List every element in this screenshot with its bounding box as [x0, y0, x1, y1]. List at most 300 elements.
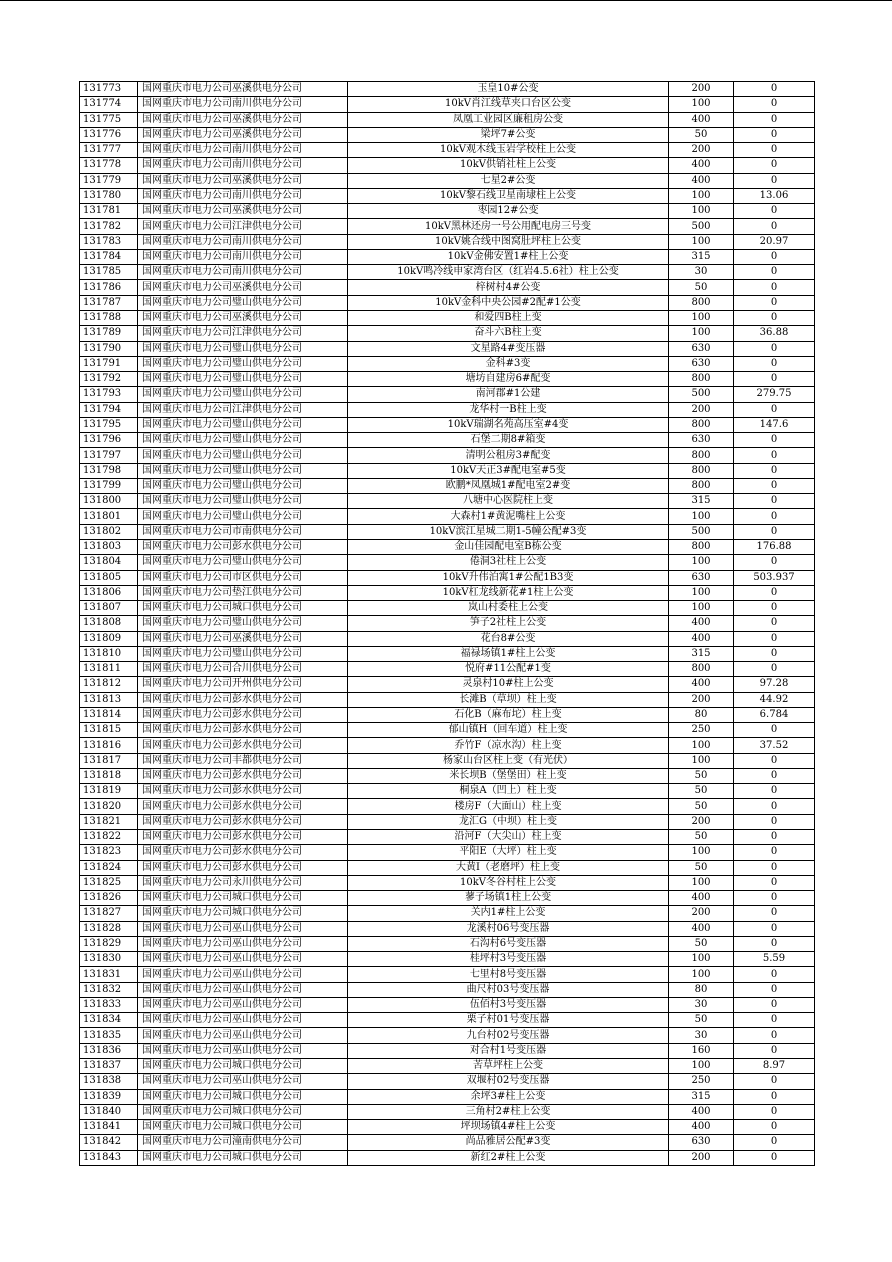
table-row	[80, 906, 815, 921]
value-cell: 0	[734, 143, 815, 158]
row-id-cell: 131796	[80, 433, 138, 448]
transformer-name-cell: 岚山村委柱上公变	[348, 601, 669, 616]
company-cell: 国网重庆市电力公司城口供电分公司	[138, 1104, 348, 1119]
capacity-cell: 50	[669, 860, 734, 875]
company-cell: 国网重庆市电力公司开州供电分公司	[138, 677, 348, 692]
capacity-cell: 200	[669, 814, 734, 829]
row-id-cell: 131805	[80, 570, 138, 585]
table-row	[80, 845, 815, 860]
value-cell: 0	[734, 249, 815, 264]
transformer-name-cell: 10kV金科中央公园#2配#1公变	[348, 295, 669, 310]
transformer-name-cell: 10kV冬谷村柱上公变	[348, 875, 669, 890]
table-row	[80, 860, 815, 875]
row-id-cell: 131827	[80, 906, 138, 921]
table-row	[80, 158, 815, 173]
row-id-cell: 131780	[80, 188, 138, 203]
capacity-cell: 500	[669, 387, 734, 402]
capacity-cell: 500	[669, 219, 734, 234]
table-row	[80, 875, 815, 890]
transformer-name-cell: 和爱四B柱上变	[348, 310, 669, 325]
table-row	[80, 1059, 815, 1074]
transformer-name-cell: 石沟村6号变压器	[348, 936, 669, 951]
row-id-cell: 131819	[80, 784, 138, 799]
row-id-cell: 131838	[80, 1074, 138, 1089]
company-cell: 国网重庆市电力公司巫山供电分公司	[138, 982, 348, 997]
row-id-cell: 131808	[80, 616, 138, 631]
company-cell: 国网重庆市电力公司巫山供电分公司	[138, 1028, 348, 1043]
table-row	[80, 143, 815, 158]
company-cell: 国网重庆市电力公司璧山供电分公司	[138, 555, 348, 570]
row-id-cell: 131837	[80, 1059, 138, 1074]
value-cell: 0	[734, 127, 815, 142]
table-row	[80, 952, 815, 967]
table-row	[80, 921, 815, 936]
capacity-cell: 200	[669, 82, 734, 97]
capacity-cell: 100	[669, 738, 734, 753]
table-row	[80, 814, 815, 829]
company-cell: 国网重庆市电力公司彭水供电分公司	[138, 784, 348, 799]
table-row	[80, 631, 815, 646]
transformer-name-cell: 梓树村4#公变	[348, 280, 669, 295]
company-cell: 国网重庆市电力公司南川供电分公司	[138, 143, 348, 158]
transformer-name-cell: 10kV供销社柱上公变	[348, 158, 669, 173]
capacity-cell: 630	[669, 570, 734, 585]
value-cell: 0	[734, 555, 815, 570]
value-cell: 0	[734, 97, 815, 112]
table-row	[80, 1089, 815, 1104]
transformer-name-cell: 曲尺村03号变压器	[348, 982, 669, 997]
value-cell: 0	[734, 204, 815, 219]
transformer-name-cell: 福禄场镇1#柱上公变	[348, 646, 669, 661]
capacity-cell: 800	[669, 539, 734, 554]
value-cell: 0	[734, 1135, 815, 1150]
capacity-cell: 100	[669, 204, 734, 219]
value-cell: 176.88	[734, 539, 815, 554]
table-row	[80, 1074, 815, 1089]
value-cell: 503.937	[734, 570, 815, 585]
capacity-cell: 315	[669, 249, 734, 264]
row-id-cell: 131803	[80, 539, 138, 554]
transformer-name-cell: 10kV肖江线草夹口台区公变	[348, 97, 669, 112]
company-cell: 国网重庆市电力公司彭水供电分公司	[138, 707, 348, 722]
company-cell: 国网重庆市电力公司彭水供电分公司	[138, 768, 348, 783]
company-cell: 国网重庆市电力公司城口供电分公司	[138, 891, 348, 906]
transformer-name-cell: 灵泉村10#柱上公变	[348, 677, 669, 692]
value-cell: 0	[734, 448, 815, 463]
value-cell: 0	[734, 433, 815, 448]
value-cell: 0	[734, 601, 815, 616]
value-cell: 0	[734, 402, 815, 417]
company-cell: 国网重庆市电力公司彭水供电分公司	[138, 723, 348, 738]
row-id-cell: 131785	[80, 265, 138, 280]
row-id-cell: 131833	[80, 997, 138, 1012]
value-cell: 0	[734, 494, 815, 509]
value-cell: 0	[734, 372, 815, 387]
transformer-name-cell: 双堰村02号变压器	[348, 1074, 669, 1089]
capacity-cell: 100	[669, 326, 734, 341]
table-row	[80, 280, 815, 295]
company-cell: 国网重庆市电力公司永川供电分公司	[138, 875, 348, 890]
company-cell: 国网重庆市电力公司城口供电分公司	[138, 601, 348, 616]
capacity-cell: 100	[669, 967, 734, 982]
table-row	[80, 646, 815, 661]
transformer-name-cell: 10kV滨江星城二期1-5幢公配#3变	[348, 524, 669, 539]
company-cell: 国网重庆市电力公司彭水供电分公司	[138, 860, 348, 875]
capacity-cell: 50	[669, 784, 734, 799]
transformer-table	[79, 81, 815, 1166]
table-row	[80, 234, 815, 249]
value-cell: 0	[734, 723, 815, 738]
table-row	[80, 265, 815, 280]
capacity-cell: 50	[669, 768, 734, 783]
company-cell: 国网重庆市电力公司璧山供电分公司	[138, 372, 348, 387]
capacity-cell: 80	[669, 982, 734, 997]
page-top-rule	[0, 0, 892, 1]
transformer-name-cell: 大森村1#黄泥嘴柱上公变	[348, 509, 669, 524]
company-cell: 国网重庆市电力公司彭水供电分公司	[138, 830, 348, 845]
table-row	[80, 249, 815, 264]
row-id-cell: 131828	[80, 921, 138, 936]
company-cell: 国网重庆市电力公司璧山供电分公司	[138, 295, 348, 310]
company-cell: 国网重庆市电力公司璧山供电分公司	[138, 494, 348, 509]
table-row	[80, 1120, 815, 1135]
row-id-cell: 131792	[80, 372, 138, 387]
transformer-name-cell: 新红2#柱上公变	[348, 1150, 669, 1165]
transformer-name-cell: 玉皇10#公变	[348, 82, 669, 97]
company-cell: 国网重庆市电力公司巫溪供电分公司	[138, 204, 348, 219]
company-cell: 国网重庆市电力公司巫山供电分公司	[138, 997, 348, 1012]
value-cell: 0	[734, 478, 815, 493]
capacity-cell: 50	[669, 1013, 734, 1028]
row-id-cell: 131776	[80, 127, 138, 142]
table-row	[80, 982, 815, 997]
transformer-name-cell: 10kV瑞湖名苑高压室#4变	[348, 417, 669, 432]
transformer-name-cell: 蓼子场镇1柱上公变	[348, 891, 669, 906]
value-cell: 0	[734, 845, 815, 860]
transformer-name-cell: 金山佳园配电室B栋公变	[348, 539, 669, 554]
value-cell: 0	[734, 82, 815, 97]
table-row	[80, 204, 815, 219]
company-cell: 国网重庆市电力公司江津供电分公司	[138, 326, 348, 341]
capacity-cell: 315	[669, 1089, 734, 1104]
company-cell: 国网重庆市电力公司璧山供电分公司	[138, 646, 348, 661]
capacity-cell: 800	[669, 478, 734, 493]
row-id-cell: 131840	[80, 1104, 138, 1119]
table-row	[80, 997, 815, 1012]
row-id-cell: 131836	[80, 1043, 138, 1058]
row-id-cell: 131824	[80, 860, 138, 875]
transformer-name-cell: 七里村8号变压器	[348, 967, 669, 982]
value-cell: 0	[734, 921, 815, 936]
table-row	[80, 784, 815, 799]
value-cell: 0	[734, 112, 815, 127]
table-row	[80, 692, 815, 707]
transformer-name-cell: 八塘中心医院柱上变	[348, 494, 669, 509]
row-id-cell: 131818	[80, 768, 138, 783]
company-cell: 国网重庆市电力公司巫山供电分公司	[138, 1074, 348, 1089]
row-id-cell: 131815	[80, 723, 138, 738]
value-cell: 0	[734, 280, 815, 295]
value-cell: 0	[734, 1043, 815, 1058]
company-cell: 国网重庆市电力公司巫溪供电分公司	[138, 310, 348, 325]
company-cell: 国网重庆市电力公司巫山供电分公司	[138, 952, 348, 967]
value-cell: 20.97	[734, 234, 815, 249]
value-cell: 0	[734, 891, 815, 906]
company-cell: 国网重庆市电力公司璧山供电分公司	[138, 433, 348, 448]
row-id-cell: 131821	[80, 814, 138, 829]
value-cell: 0	[734, 341, 815, 356]
transformer-name-cell: 沿河F（大尖山）柱上变	[348, 830, 669, 845]
row-id-cell: 131829	[80, 936, 138, 951]
capacity-cell: 50	[669, 127, 734, 142]
table-row	[80, 616, 815, 631]
row-id-cell: 131795	[80, 417, 138, 432]
transformer-name-cell: 10kV观木线玉岩学校柱上公变	[348, 143, 669, 158]
value-cell: 36.88	[734, 326, 815, 341]
row-id-cell: 131817	[80, 753, 138, 768]
table-row	[80, 509, 815, 524]
table-row	[80, 723, 815, 738]
table-row	[80, 1135, 815, 1150]
value-cell: 0	[734, 768, 815, 783]
row-id-cell: 131810	[80, 646, 138, 661]
row-id-cell: 131832	[80, 982, 138, 997]
row-id-cell: 131784	[80, 249, 138, 264]
company-cell: 国网重庆市电力公司城口供电分公司	[138, 906, 348, 921]
table-row	[80, 82, 815, 97]
capacity-cell: 30	[669, 265, 734, 280]
transformer-name-cell: 石化B（麻布坨）柱上变	[348, 707, 669, 722]
transformer-name-cell: 长滩B（草坝）柱上变	[348, 692, 669, 707]
value-cell: 0	[734, 265, 815, 280]
capacity-cell: 200	[669, 1150, 734, 1165]
company-cell: 国网重庆市电力公司江津供电分公司	[138, 219, 348, 234]
transformer-name-cell: 关内1#柱上公变	[348, 906, 669, 921]
company-cell: 国网重庆市电力公司巫溪供电分公司	[138, 280, 348, 295]
table-row	[80, 1043, 815, 1058]
table-row	[80, 555, 815, 570]
value-cell: 97.28	[734, 677, 815, 692]
company-cell: 国网重庆市电力公司丰都供电分公司	[138, 753, 348, 768]
transformer-name-cell: 金科#3变	[348, 356, 669, 371]
capacity-cell: 400	[669, 616, 734, 631]
company-cell: 国网重庆市电力公司南川供电分公司	[138, 188, 348, 203]
row-id-cell: 131789	[80, 326, 138, 341]
table-row	[80, 173, 815, 188]
row-id-cell: 131822	[80, 830, 138, 845]
transformer-name-cell: 余坪3#柱上公变	[348, 1089, 669, 1104]
value-cell: 0	[734, 1120, 815, 1135]
value-cell: 0	[734, 295, 815, 310]
company-cell: 国网重庆市电力公司市南供电分公司	[138, 524, 348, 539]
company-cell: 国网重庆市电力公司璧山供电分公司	[138, 356, 348, 371]
row-id-cell: 131823	[80, 845, 138, 860]
company-cell: 国网重庆市电力公司彭水供电分公司	[138, 738, 348, 753]
company-cell: 国网重庆市电力公司彭水供电分公司	[138, 845, 348, 860]
transformer-name-cell: 枣园12#公变	[348, 204, 669, 219]
capacity-cell: 50	[669, 799, 734, 814]
capacity-cell: 100	[669, 1059, 734, 1074]
transformer-name-cell: 梁坪7#公变	[348, 127, 669, 142]
capacity-cell: 160	[669, 1043, 734, 1058]
transformer-name-cell: 10kV杠龙线新花#1柱上公变	[348, 585, 669, 600]
transformer-name-cell: 清明公租房3#配变	[348, 448, 669, 463]
transformer-name-cell: 文星路4#变压器	[348, 341, 669, 356]
row-id-cell: 131841	[80, 1120, 138, 1135]
row-id-cell: 131799	[80, 478, 138, 493]
row-id-cell: 131773	[80, 82, 138, 97]
transformer-name-cell: 10kV黑林还房一号公用配电房三号变	[348, 219, 669, 234]
company-cell: 国网重庆市电力公司潼南供电分公司	[138, 1135, 348, 1150]
row-id-cell: 131786	[80, 280, 138, 295]
row-id-cell: 131778	[80, 158, 138, 173]
row-id-cell: 131835	[80, 1028, 138, 1043]
capacity-cell: 100	[669, 585, 734, 600]
transformer-name-cell: 楼房F（大面山）柱上变	[348, 799, 669, 814]
value-cell: 147.6	[734, 417, 815, 432]
table-row	[80, 112, 815, 127]
transformer-name-cell: 尚品雅居公配#3变	[348, 1135, 669, 1150]
table-row	[80, 310, 815, 325]
row-id-cell: 131804	[80, 555, 138, 570]
company-cell: 国网重庆市电力公司巫山供电分公司	[138, 936, 348, 951]
table-row	[80, 417, 815, 432]
table-row	[80, 1028, 815, 1043]
company-cell: 国网重庆市电力公司巫山供电分公司	[138, 1043, 348, 1058]
company-cell: 国网重庆市电力公司城口供电分公司	[138, 1120, 348, 1135]
company-cell: 国网重庆市电力公司璧山供电分公司	[138, 448, 348, 463]
value-cell: 0	[734, 814, 815, 829]
row-id-cell: 131812	[80, 677, 138, 692]
capacity-cell: 400	[669, 921, 734, 936]
table-row	[80, 127, 815, 142]
capacity-cell: 400	[669, 677, 734, 692]
transformer-name-cell: 杨家山台区柱上变（有光伏）	[348, 753, 669, 768]
company-cell: 国网重庆市电力公司垫江供电分公司	[138, 585, 348, 600]
transformer-name-cell: 坪坝场镇4#柱上公变	[348, 1120, 669, 1135]
table-row	[80, 494, 815, 509]
row-id-cell: 131813	[80, 692, 138, 707]
table-row	[80, 524, 815, 539]
transformer-name-cell: 奋斗六B柱上变	[348, 326, 669, 341]
capacity-cell: 100	[669, 234, 734, 249]
capacity-cell: 100	[669, 509, 734, 524]
value-cell: 0	[734, 830, 815, 845]
capacity-cell: 250	[669, 1074, 734, 1089]
capacity-cell: 80	[669, 707, 734, 722]
row-id-cell: 131834	[80, 1013, 138, 1028]
company-cell: 国网重庆市电力公司璧山供电分公司	[138, 463, 348, 478]
capacity-cell: 630	[669, 356, 734, 371]
transformer-name-cell: 石堡二期8#箱变	[348, 433, 669, 448]
table-row	[80, 341, 815, 356]
row-id-cell: 131797	[80, 448, 138, 463]
transformer-name-cell: 10kV姚合线中图窝肚坪柱上公变	[348, 234, 669, 249]
value-cell: 0	[734, 967, 815, 982]
table-row	[80, 356, 815, 371]
value-cell: 0	[734, 646, 815, 661]
company-cell: 国网重庆市电力公司南川供电分公司	[138, 234, 348, 249]
row-id-cell: 131787	[80, 295, 138, 310]
transformer-name-cell: 悦府#11公配#1变	[348, 662, 669, 677]
row-id-cell: 131777	[80, 143, 138, 158]
value-cell: 0	[734, 219, 815, 234]
capacity-cell: 400	[669, 112, 734, 127]
row-id-cell: 131843	[80, 1150, 138, 1165]
transformer-name-cell: 桐泉A（凹上）柱上变	[348, 784, 669, 799]
row-id-cell: 131775	[80, 112, 138, 127]
transformer-name-cell: 伍佰村3号变压器	[348, 997, 669, 1012]
transformer-name-cell: 10kV鸣冷线申家湾台区（红岩4.5.6社）柱上公变	[348, 265, 669, 280]
row-id-cell: 131779	[80, 173, 138, 188]
table-row	[80, 463, 815, 478]
value-cell: 44.92	[734, 692, 815, 707]
value-cell: 0	[734, 509, 815, 524]
table-row	[80, 799, 815, 814]
capacity-cell: 630	[669, 1135, 734, 1150]
value-cell: 0	[734, 906, 815, 921]
row-id-cell: 131802	[80, 524, 138, 539]
transformer-name-cell: 10kV黎石线卫星南埭柱上公变	[348, 188, 669, 203]
row-id-cell: 131839	[80, 1089, 138, 1104]
capacity-cell: 800	[669, 417, 734, 432]
row-id-cell: 131814	[80, 707, 138, 722]
value-cell: 6.784	[734, 707, 815, 722]
capacity-cell: 500	[669, 524, 734, 539]
table-row	[80, 768, 815, 783]
company-cell: 国网重庆市电力公司巫溪供电分公司	[138, 127, 348, 142]
capacity-cell: 100	[669, 845, 734, 860]
row-id-cell: 131811	[80, 662, 138, 677]
capacity-cell: 400	[669, 1120, 734, 1135]
value-cell: 0	[734, 616, 815, 631]
table-row	[80, 585, 815, 600]
table-row	[80, 830, 815, 845]
table-row	[80, 936, 815, 951]
value-cell: 0	[734, 585, 815, 600]
transformer-name-cell: 倦洞3社柱上公变	[348, 555, 669, 570]
capacity-cell: 400	[669, 891, 734, 906]
transformer-name-cell: 栗子村01号变压器	[348, 1013, 669, 1028]
value-cell: 0	[734, 1074, 815, 1089]
capacity-cell: 315	[669, 494, 734, 509]
row-id-cell: 131806	[80, 585, 138, 600]
company-cell: 国网重庆市电力公司巫溪供电分公司	[138, 82, 348, 97]
transformer-name-cell: 笋子2社柱上公变	[348, 616, 669, 631]
table-row	[80, 677, 815, 692]
capacity-cell: 630	[669, 433, 734, 448]
capacity-cell: 630	[669, 341, 734, 356]
row-id-cell: 131781	[80, 204, 138, 219]
company-cell: 国网重庆市电力公司巫山供电分公司	[138, 967, 348, 982]
transformer-name-cell: 南河郡#1公建	[348, 387, 669, 402]
company-cell: 国网重庆市电力公司巫溪供电分公司	[138, 173, 348, 188]
value-cell: 0	[734, 158, 815, 173]
row-id-cell: 131826	[80, 891, 138, 906]
company-cell: 国网重庆市电力公司璧山供电分公司	[138, 616, 348, 631]
table-row	[80, 295, 815, 310]
company-cell: 国网重庆市电力公司南川供电分公司	[138, 158, 348, 173]
company-cell: 国网重庆市电力公司城口供电分公司	[138, 1059, 348, 1074]
company-cell: 国网重庆市电力公司南川供电分公司	[138, 97, 348, 112]
capacity-cell: 800	[669, 448, 734, 463]
value-cell: 13.06	[734, 188, 815, 203]
row-id-cell: 131790	[80, 341, 138, 356]
value-cell: 0	[734, 310, 815, 325]
company-cell: 国网重庆市电力公司璧山供电分公司	[138, 341, 348, 356]
capacity-cell: 200	[669, 906, 734, 921]
table-row	[80, 662, 815, 677]
